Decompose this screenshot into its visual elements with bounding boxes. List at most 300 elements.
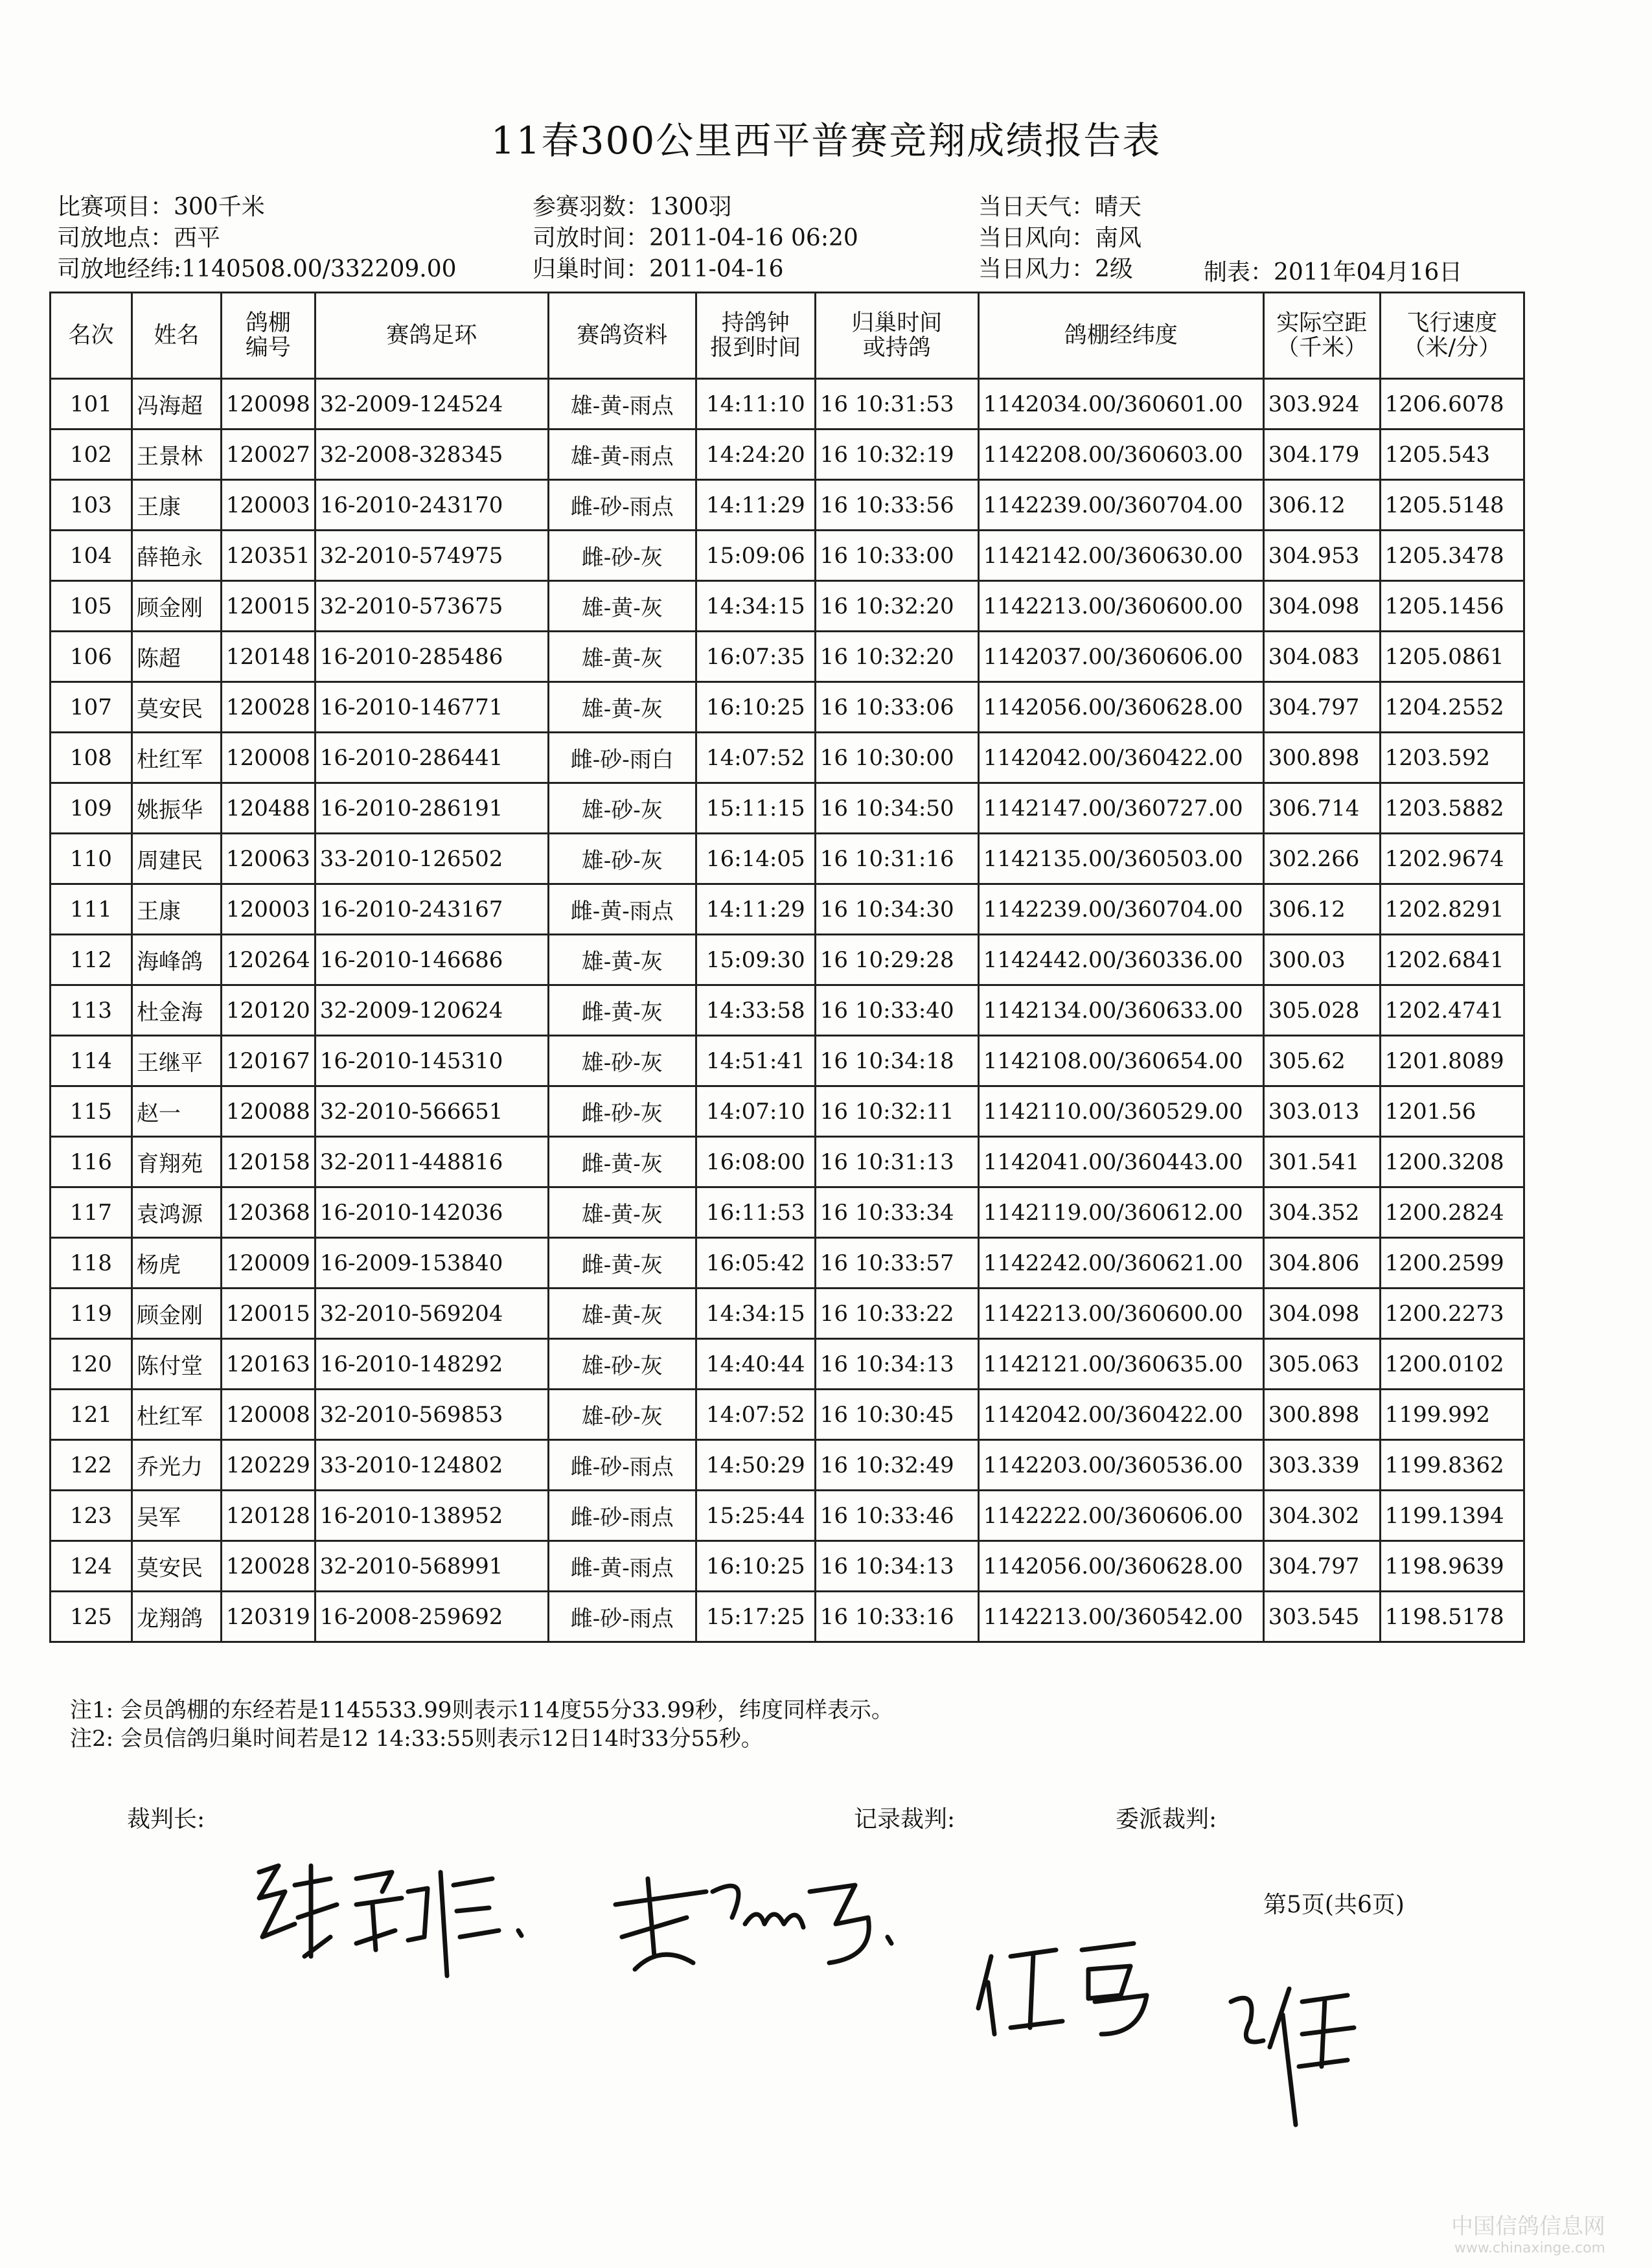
table-cell: 1204.2552 (1380, 682, 1524, 733)
made-date: 制表：2011年04月16日 (1204, 259, 1463, 286)
table-cell: 雄-黄-雨点 (548, 430, 696, 480)
table-cell: 雄-黄-雨点 (548, 379, 696, 430)
table-row (51, 480, 1524, 531)
table-cell: 龙翔鸽 (132, 1592, 222, 1642)
table-cell: 16:08:00 (696, 1137, 815, 1187)
column-header: 名次 (51, 293, 132, 379)
table-cell: 120063 (222, 834, 315, 884)
table-cell: 304.797 (1263, 682, 1380, 733)
table-cell: 16-2010-148292 (315, 1339, 548, 1390)
table-cell: 16 10:33:46 (815, 1491, 978, 1541)
entry-count: 参赛羽数：1300羽 (533, 194, 732, 220)
report-title: 11春300公里西平普赛竞翔成绩报告表 (490, 119, 1162, 163)
table-cell: 雄-砂-灰 (548, 1036, 696, 1086)
table-cell: 薛艳永 (132, 531, 222, 581)
column-header: 鸽棚经纬度 (978, 293, 1263, 379)
table-cell: 120098 (222, 379, 315, 430)
table-cell: 105 (51, 581, 132, 632)
table-cell: 16-2010-146686 (315, 935, 548, 985)
table-cell: 1142108.00/360654.00 (978, 1036, 1263, 1086)
table-cell: 32-2010-569204 (315, 1289, 548, 1339)
table-cell: 乔光力 (132, 1440, 222, 1491)
table-cell: 杜红军 (132, 1390, 222, 1440)
table-cell: 1200.2824 (1380, 1187, 1524, 1238)
table-cell: 雌-砂-雨白 (548, 733, 696, 783)
race-item: 比赛项目：300千米 (57, 194, 265, 220)
table-row (51, 379, 1524, 430)
table-cell: 雌-黄-雨点 (548, 1541, 696, 1592)
table-cell: 120120 (222, 985, 315, 1036)
table-row (51, 632, 1524, 682)
table-cell: 303.545 (1263, 1592, 1380, 1642)
table-cell: 120229 (222, 1440, 315, 1491)
table-cell: 32-2010-569853 (315, 1390, 548, 1440)
table-cell: 王继平 (132, 1036, 222, 1086)
table-row (51, 1541, 1524, 1592)
table-cell: 106 (51, 632, 132, 682)
table-cell: 14:34:15 (696, 581, 815, 632)
table-row (51, 1592, 1524, 1642)
table-cell: 14:11:10 (696, 379, 815, 430)
table-cell: 16 10:33:06 (815, 682, 978, 733)
table-row (51, 1491, 1524, 1541)
table-cell: 120351 (222, 531, 315, 581)
table-cell: 1142056.00/360628.00 (978, 682, 1263, 733)
table-cell: 101 (51, 379, 132, 430)
meta-middle (533, 192, 858, 285)
table-cell: 16:14:05 (696, 834, 815, 884)
table-cell: 122 (51, 1440, 132, 1491)
table-cell: 杜金海 (132, 985, 222, 1036)
table-cell: 16-2010-142036 (315, 1187, 548, 1238)
table-cell: 1202.6841 (1380, 935, 1524, 985)
table-cell: 16-2010-243170 (315, 480, 548, 531)
weather: 当日天气：晴天 (978, 194, 1142, 220)
table-cell: 305.063 (1263, 1339, 1380, 1390)
table-cell: 120163 (222, 1339, 315, 1390)
table-cell: 1205.543 (1380, 430, 1524, 480)
assign-judge-label: 委派裁判: (1116, 1806, 1217, 1833)
table-cell: 16 10:33:57 (815, 1238, 978, 1289)
table-row (51, 1086, 1524, 1137)
table-cell: 1203.5882 (1380, 783, 1524, 834)
table-cell: 14:11:29 (696, 884, 815, 935)
table-cell: 305.62 (1263, 1036, 1380, 1086)
table-cell: 300.898 (1263, 733, 1380, 783)
table-cell: 306.714 (1263, 783, 1380, 834)
table-cell: 119 (51, 1289, 132, 1339)
note-1: 注1: 会员鸽棚的东经若是1145533.99则表示114度55分33.99秒，纬度同样表示。 (70, 1697, 893, 1723)
table-cell: 1203.592 (1380, 733, 1524, 783)
table-cell: 雌-砂-雨点 (548, 1592, 696, 1642)
table-cell: 1142119.00/360612.00 (978, 1187, 1263, 1238)
table-cell: 304.953 (1263, 531, 1380, 581)
table-cell: 114 (51, 1036, 132, 1086)
table-cell: 109 (51, 783, 132, 834)
table-cell: 16-2010-145310 (315, 1036, 548, 1086)
table-cell: 120128 (222, 1491, 315, 1541)
table-cell: 1202.4741 (1380, 985, 1524, 1036)
table-cell: 108 (51, 733, 132, 783)
table-cell: 1142142.00/360630.00 (978, 531, 1263, 581)
table-cell: 14:40:44 (696, 1339, 815, 1390)
table-cell: 14:07:52 (696, 733, 815, 783)
signature-record-2 (965, 1930, 1186, 2041)
table-cell: 120003 (222, 884, 315, 935)
table-cell: 120015 (222, 581, 315, 632)
release-time: 司放时间：2011-04-16 06:20 (533, 225, 858, 251)
table-cell: 304.797 (1263, 1541, 1380, 1592)
table-cell: 16 10:34:50 (815, 783, 978, 834)
table-cell: 15:17:25 (696, 1592, 815, 1642)
table-cell: 120008 (222, 1390, 315, 1440)
release-coordinates: 司放地经纬:1140508.00/332209.00 (57, 256, 457, 282)
table-row (51, 1339, 1524, 1390)
table-cell: 305.028 (1263, 985, 1380, 1036)
table-cell: 16-2010-285486 (315, 632, 548, 682)
table-cell: 16:10:25 (696, 1541, 815, 1592)
column-header: 飞行速度 （米/分） (1380, 293, 1524, 379)
table-cell: 32-2009-120624 (315, 985, 548, 1036)
table-cell: 雌-砂-灰 (548, 531, 696, 581)
column-header: 鸽棚 编号 (222, 293, 315, 379)
table-cell: 雄-黄-灰 (548, 1289, 696, 1339)
table-cell: 16 10:32:19 (815, 430, 978, 480)
table-cell: 16 10:33:34 (815, 1187, 978, 1238)
table-cell: 16 10:30:00 (815, 733, 978, 783)
table-cell: 120009 (222, 1238, 315, 1289)
table-cell: 1142037.00/360606.00 (978, 632, 1263, 682)
column-header: 赛鸽足环 (315, 293, 548, 379)
table-cell: 1142056.00/360628.00 (978, 1541, 1263, 1592)
table-cell: 103 (51, 480, 132, 531)
table-cell: 16:05:42 (696, 1238, 815, 1289)
table-cell: 雌-黄-灰 (548, 1238, 696, 1289)
table-cell: 304.083 (1263, 632, 1380, 682)
table-row (51, 1238, 1524, 1289)
table-cell: 1142134.00/360633.00 (978, 985, 1263, 1036)
table-cell: 雄-黄-灰 (548, 682, 696, 733)
table-cell: 304.302 (1263, 1491, 1380, 1541)
table-cell: 雌-黄-灰 (548, 985, 696, 1036)
table-cell: 顾金刚 (132, 581, 222, 632)
return-time: 归巢时间：2011-04-16 (533, 256, 784, 282)
table-cell: 16 10:33:40 (815, 985, 978, 1036)
table-cell: 302.266 (1263, 834, 1380, 884)
table-cell: 雄-黄-灰 (548, 632, 696, 682)
table-cell: 120319 (222, 1592, 315, 1642)
table-cell: 300.898 (1263, 1390, 1380, 1440)
signature-chief (233, 1846, 544, 1989)
table-cell: 顾金刚 (132, 1289, 222, 1339)
table-cell: 赵一 (132, 1086, 222, 1137)
table-cell: 1199.8362 (1380, 1440, 1524, 1491)
table-cell: 303.339 (1263, 1440, 1380, 1491)
table-cell: 14:51:41 (696, 1036, 815, 1086)
table-cell: 120 (51, 1339, 132, 1390)
table-cell: 16 10:34:18 (815, 1036, 978, 1086)
note-2: 注2: 会员信鸽归巢时间若是12 14:33:55则表示12日14时33分55秒。 (70, 1726, 763, 1752)
table-cell: 16 10:34:13 (815, 1541, 978, 1592)
table-cell: 33-2010-126502 (315, 834, 548, 884)
table-cell: 雌-黄-雨点 (548, 884, 696, 935)
table-cell: 1142135.00/360503.00 (978, 834, 1263, 884)
table-cell: 14:33:58 (696, 985, 815, 1036)
table-cell: 16 10:34:30 (815, 884, 978, 935)
table-cell: 1142121.00/360635.00 (978, 1339, 1263, 1390)
table-cell: 1142213.00/360600.00 (978, 1289, 1263, 1339)
table-cell: 125 (51, 1592, 132, 1642)
table-row (51, 531, 1524, 581)
table-cell: 16-2010-138952 (315, 1491, 548, 1541)
table-cell: 112 (51, 935, 132, 985)
table-cell: 120028 (222, 1541, 315, 1592)
table-cell: 111 (51, 884, 132, 935)
table-cell: 16 10:32:11 (815, 1086, 978, 1137)
table-cell: 16 10:34:13 (815, 1339, 978, 1390)
table-cell: 14:07:10 (696, 1086, 815, 1137)
table-cell: 303.013 (1263, 1086, 1380, 1137)
table-row (51, 1289, 1524, 1339)
table-cell: 33-2010-124802 (315, 1440, 548, 1491)
table-cell: 14:07:52 (696, 1390, 815, 1440)
table-cell: 16:11:53 (696, 1187, 815, 1238)
table-cell: 303.924 (1263, 379, 1380, 430)
table-cell: 1202.9674 (1380, 834, 1524, 884)
table-cell: 杨虎 (132, 1238, 222, 1289)
table-cell: 育翔苑 (132, 1137, 222, 1187)
table-cell: 107 (51, 682, 132, 733)
table-cell: 雄-黄-灰 (548, 1187, 696, 1238)
table-cell: 1198.5178 (1380, 1592, 1524, 1642)
table-cell: 16 10:33:16 (815, 1592, 978, 1642)
table-cell: 16 10:30:45 (815, 1390, 978, 1440)
table-cell: 120148 (222, 632, 315, 682)
table-cell: 306.12 (1263, 480, 1380, 531)
signature-record (602, 1866, 913, 1982)
table-cell: 102 (51, 430, 132, 480)
table-cell: 雌-砂-雨点 (548, 480, 696, 531)
table-cell: 1142242.00/360621.00 (978, 1238, 1263, 1289)
table-cell: 1142034.00/360601.00 (978, 379, 1263, 430)
table-cell: 莫安民 (132, 682, 222, 733)
table-cell: 14:11:29 (696, 480, 815, 531)
table-cell: 1201.56 (1380, 1086, 1524, 1137)
table-row (51, 682, 1524, 733)
table-cell: 32-2010-574975 (315, 531, 548, 581)
chief-judge-label: 裁判长: (127, 1806, 205, 1833)
table-cell: 113 (51, 985, 132, 1036)
table-cell: 16:10:25 (696, 682, 815, 733)
table-cell: 雄-砂-灰 (548, 1339, 696, 1390)
table-cell: 雄-黄-灰 (548, 935, 696, 985)
table-cell: 301.541 (1263, 1137, 1380, 1187)
table-row (51, 834, 1524, 884)
table-cell: 32-2010-566651 (315, 1086, 548, 1137)
table-row (51, 733, 1524, 783)
table-cell: 14:50:29 (696, 1440, 815, 1491)
table-cell: 306.12 (1263, 884, 1380, 935)
table-cell: 1142208.00/360603.00 (978, 430, 1263, 480)
table-cell: 16-2010-146771 (315, 682, 548, 733)
record-judge-label: 记录裁判: (854, 1806, 956, 1833)
table-cell: 120158 (222, 1137, 315, 1187)
table-cell: 115 (51, 1086, 132, 1137)
table-cell: 雌-砂-雨点 (548, 1440, 696, 1491)
results-table (49, 292, 1525, 1643)
table-cell: 121 (51, 1390, 132, 1440)
table-cell: 16-2010-286441 (315, 733, 548, 783)
table-cell: 16 10:33:56 (815, 480, 978, 531)
table-cell: 1202.8291 (1380, 884, 1524, 935)
table-cell: 王康 (132, 480, 222, 531)
table-cell: 14:34:15 (696, 1289, 815, 1339)
table-cell: 32-2011-448816 (315, 1137, 548, 1187)
table-cell: 1142442.00/360336.00 (978, 935, 1263, 985)
table-body (51, 379, 1524, 1642)
table-cell: 1205.3478 (1380, 531, 1524, 581)
table-cell: 1200.0102 (1380, 1339, 1524, 1390)
signature-assign (1218, 1976, 1373, 2131)
table-cell: 304.352 (1263, 1187, 1380, 1238)
table-cell: 120088 (222, 1086, 315, 1137)
table-cell: 雄-黄-灰 (548, 581, 696, 632)
table-cell: 1200.2599 (1380, 1238, 1524, 1289)
table-cell: 118 (51, 1238, 132, 1289)
table-cell: 120167 (222, 1036, 315, 1086)
table-cell: 304.098 (1263, 581, 1380, 632)
table-cell: 1206.6078 (1380, 379, 1524, 430)
table-cell: 16 10:33:22 (815, 1289, 978, 1339)
table-cell: 104 (51, 531, 132, 581)
table-cell: 16 10:32:20 (815, 632, 978, 682)
table-cell: 120027 (222, 430, 315, 480)
watermark-url: www.chinaxinge.com (1454, 2240, 1605, 2256)
table-cell: 120008 (222, 733, 315, 783)
table-cell: 304.179 (1263, 430, 1380, 480)
table-cell: 雌-砂-雨点 (548, 1491, 696, 1541)
table-cell: 117 (51, 1187, 132, 1238)
table-cell: 15:11:15 (696, 783, 815, 834)
table-cell: 1142041.00/360443.00 (978, 1137, 1263, 1187)
meta-right (978, 192, 1141, 285)
table-cell: 1142203.00/360536.00 (978, 1440, 1263, 1491)
table-cell: 304.806 (1263, 1238, 1380, 1289)
table-cell: 16 10:29:28 (815, 935, 978, 985)
table-cell: 雌-砂-灰 (548, 1086, 696, 1137)
table-cell: 1205.1456 (1380, 581, 1524, 632)
table-cell: 王康 (132, 884, 222, 935)
table-cell: 15:09:30 (696, 935, 815, 985)
table-cell: 16 10:31:16 (815, 834, 978, 884)
table-cell: 杜红军 (132, 733, 222, 783)
table-cell: 1142213.00/360542.00 (978, 1592, 1263, 1642)
column-header: 实际空距 （千米） (1263, 293, 1380, 379)
table-cell: 304.098 (1263, 1289, 1380, 1339)
release-location: 司放地点：西平 (57, 225, 221, 251)
table-cell: 雌-黄-灰 (548, 1137, 696, 1187)
page-number: 第5页(共6页) (1263, 1892, 1405, 1918)
table-cell: 袁鸿源 (132, 1187, 222, 1238)
table-cell: 雄-砂-灰 (548, 834, 696, 884)
table-row (51, 430, 1524, 480)
table-row (51, 1390, 1524, 1440)
table-cell: 16-2009-153840 (315, 1238, 548, 1289)
table-row (51, 1187, 1524, 1238)
meta-left (57, 192, 457, 285)
table-cell: 吴军 (132, 1491, 222, 1541)
wind-force: 当日风力：2级 (978, 256, 1133, 282)
column-header: 赛鸽资料 (548, 293, 696, 379)
table-cell: 1198.9639 (1380, 1541, 1524, 1592)
table-cell: 1142213.00/360600.00 (978, 581, 1263, 632)
table-cell: 1142239.00/360704.00 (978, 480, 1263, 531)
table-cell: 1142239.00/360704.00 (978, 884, 1263, 935)
table-cell: 1142042.00/360422.00 (978, 733, 1263, 783)
table-cell: 120003 (222, 480, 315, 531)
table-header-row (51, 293, 1524, 379)
table-cell: 32-2010-573675 (315, 581, 548, 632)
table-cell: 116 (51, 1137, 132, 1187)
table-cell: 1201.8089 (1380, 1036, 1524, 1086)
table-cell: 王景林 (132, 430, 222, 480)
table-cell: 16 10:32:20 (815, 581, 978, 632)
table-cell: 32-2008-328345 (315, 430, 548, 480)
table-row (51, 1036, 1524, 1086)
table-row (51, 1137, 1524, 1187)
table-cell: 周建民 (132, 834, 222, 884)
table-cell: 300.03 (1263, 935, 1380, 985)
table-cell: 1205.0861 (1380, 632, 1524, 682)
table-cell: 雄-砂-灰 (548, 783, 696, 834)
table-cell: 陈超 (132, 632, 222, 682)
table-cell: 陈付堂 (132, 1339, 222, 1390)
table-cell: 16 10:31:53 (815, 379, 978, 430)
table-cell: 1200.3208 (1380, 1137, 1524, 1187)
table-cell: 120368 (222, 1187, 315, 1238)
table-cell: 16 10:33:00 (815, 531, 978, 581)
table-cell: 1142110.00/360529.00 (978, 1086, 1263, 1137)
table-cell: 110 (51, 834, 132, 884)
table-cell: 雄-砂-灰 (548, 1390, 696, 1440)
table-cell: 1200.2273 (1380, 1289, 1524, 1339)
watermark-site: 中国信鸽信息网 (1451, 2214, 1605, 2239)
table-cell: 姚振华 (132, 783, 222, 834)
table-cell: 32-2009-124524 (315, 379, 548, 430)
table-row (51, 1440, 1524, 1491)
table-cell: 1199.1394 (1380, 1491, 1524, 1541)
column-header: 姓名 (132, 293, 222, 379)
table-row (51, 935, 1524, 985)
table-cell: 123 (51, 1491, 132, 1541)
table-cell: 120015 (222, 1289, 315, 1339)
table-cell: 1205.5148 (1380, 480, 1524, 531)
table-cell: 14:24:20 (696, 430, 815, 480)
table-cell: 海峰鸽 (132, 935, 222, 985)
table-cell: 1142147.00/360727.00 (978, 783, 1263, 834)
table-cell: 1199.992 (1380, 1390, 1524, 1440)
table-row (51, 783, 1524, 834)
table-cell: 120264 (222, 935, 315, 985)
table-cell: 120488 (222, 783, 315, 834)
table-cell: 16-2010-243167 (315, 884, 548, 935)
table-cell: 16 10:32:49 (815, 1440, 978, 1491)
table-cell: 1142042.00/360422.00 (978, 1390, 1263, 1440)
table-cell: 15:09:06 (696, 531, 815, 581)
table-cell: 16:07:35 (696, 632, 815, 682)
table-row (51, 581, 1524, 632)
table-row (51, 884, 1524, 935)
